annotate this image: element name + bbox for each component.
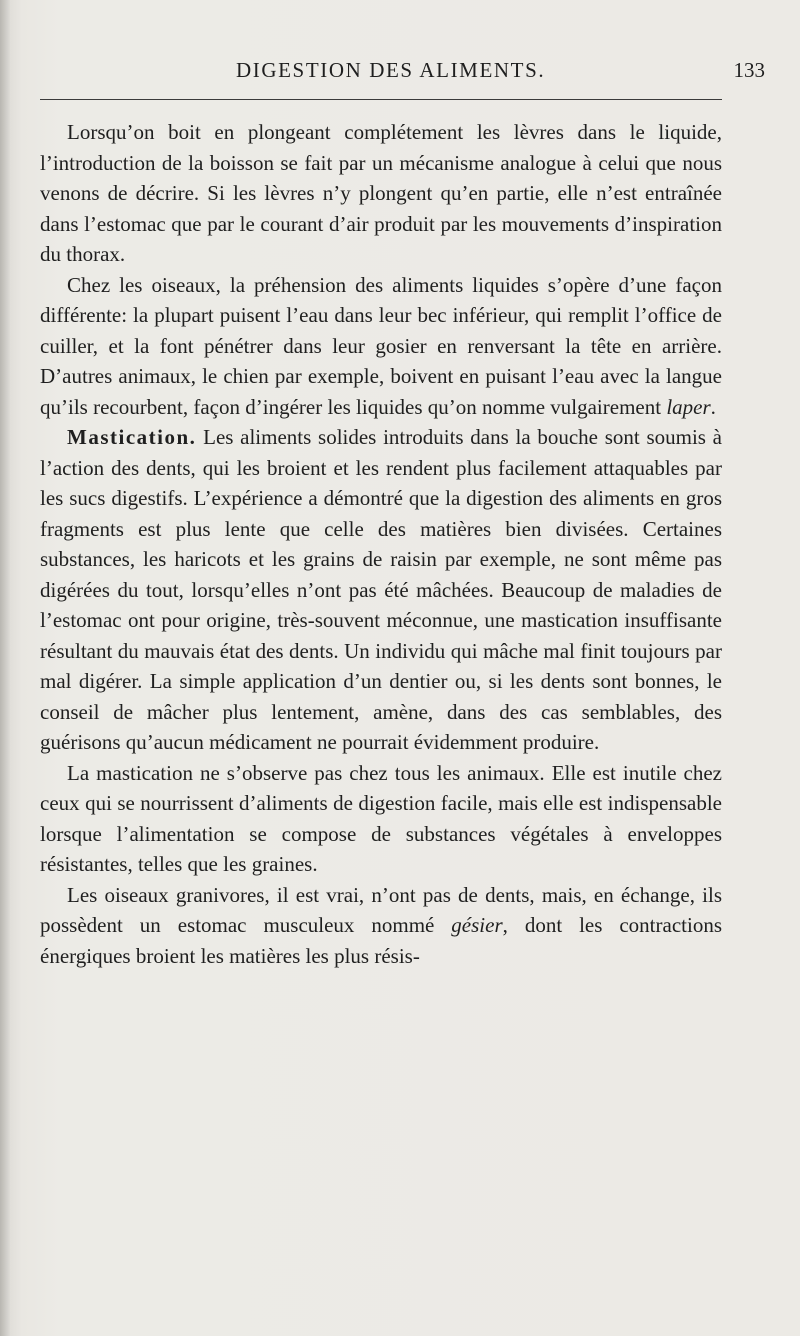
italic-term-laper: laper (666, 394, 711, 419)
page-gutter-shadow (0, 0, 10, 1336)
paragraph-text-end: , dont les contractions énergiques broient les matières les plus résis- (40, 913, 722, 968)
paragraph-text: Les oiseaux granivores, il est vrai, n’ont pas de dents, mais, en échange, ils possèdent un estomac musculeux nommé (40, 882, 722, 937)
paragraph-granivorous-birds (40, 880, 722, 972)
italic-term-gesier: gésier (451, 913, 503, 937)
paragraph-birds-drinking (40, 270, 722, 423)
paragraph-text: La mastication ne s’observe pas chez tous les animaux. Elle est inutile chez ceux qui se nourrissent d’aliments de digestion facile, mais elle est indispensable lorsque l’alimentation se compose de substances végétales à enveloppes résistantes, telles que les graines. (40, 760, 722, 876)
header-rule (40, 99, 722, 100)
paragraph-drinking-by-immersion (40, 117, 722, 270)
paragraph-text-end: . (710, 394, 716, 419)
body-text (40, 117, 722, 971)
page-header (40, 58, 800, 88)
paragraph-text: Les aliments solides introduits dans la bouche sont soumis à l’action des dents, qui les broient et les rendent plus facilement attaquables par les sucs digestifs. L’expérience a démontré que la digestion des aliments en gros fragments est plus lente que celle des matières bien divisées. Certaines substances, les haricots et les grains de raisin par exemple, ne sont même pas digérées du tout, lorsqu’elles n’ont pas été mâchées. Beaucoup de maladies de l’estomac ont pour origine, très-souvent méconnue, une mastication insuffisante résultant du mauvais état des dents. Un individu qui mâche mal finit toujours par mal digérer. La simple application d’un dentier ou, si les dents sont bonnes, le conseil de mâcher plus lentement, amène, dans des cas semblables, des guérisons qu’aucun médicament ne pourrait évidemment produire. (40, 425, 722, 754)
paragraph-mastication-animals (40, 758, 722, 880)
paragraph-text: Chez les oiseaux, la préhension des aliments liquides s’opère d’une façon différente: la plupart puisent l’eau dans leur bec inférieur, qui remplit l’office de cuiller, et la font pénétrer dans leur gosier en renversant la tête en arrière. D’autres animaux, le chien par exemple, boivent en puisant l’eau avec la langue qu’ils recourbent, façon d’ingérer les liquides qu’on nomme vulgairement (40, 272, 722, 419)
page-number: 133 (733, 58, 765, 82)
paragraph-text: Lorsqu’on boit en plongeant complétement les lèvres dans le liquide, l’introduction de la boisson se fait par un mécanisme analogue à celui que nous venons de décrire. Si les lèvres n’y plongent qu’en partie, elle n’est entraînée dans l’estomac que par le courant d’air produit par les mouvements d’inspiration du thorax. (40, 120, 722, 266)
running-head: DIGESTION DES ALIMENTS. (236, 58, 546, 82)
paragraph-mastication (40, 422, 722, 758)
section-heading-mastication: Mastication. (67, 425, 197, 449)
